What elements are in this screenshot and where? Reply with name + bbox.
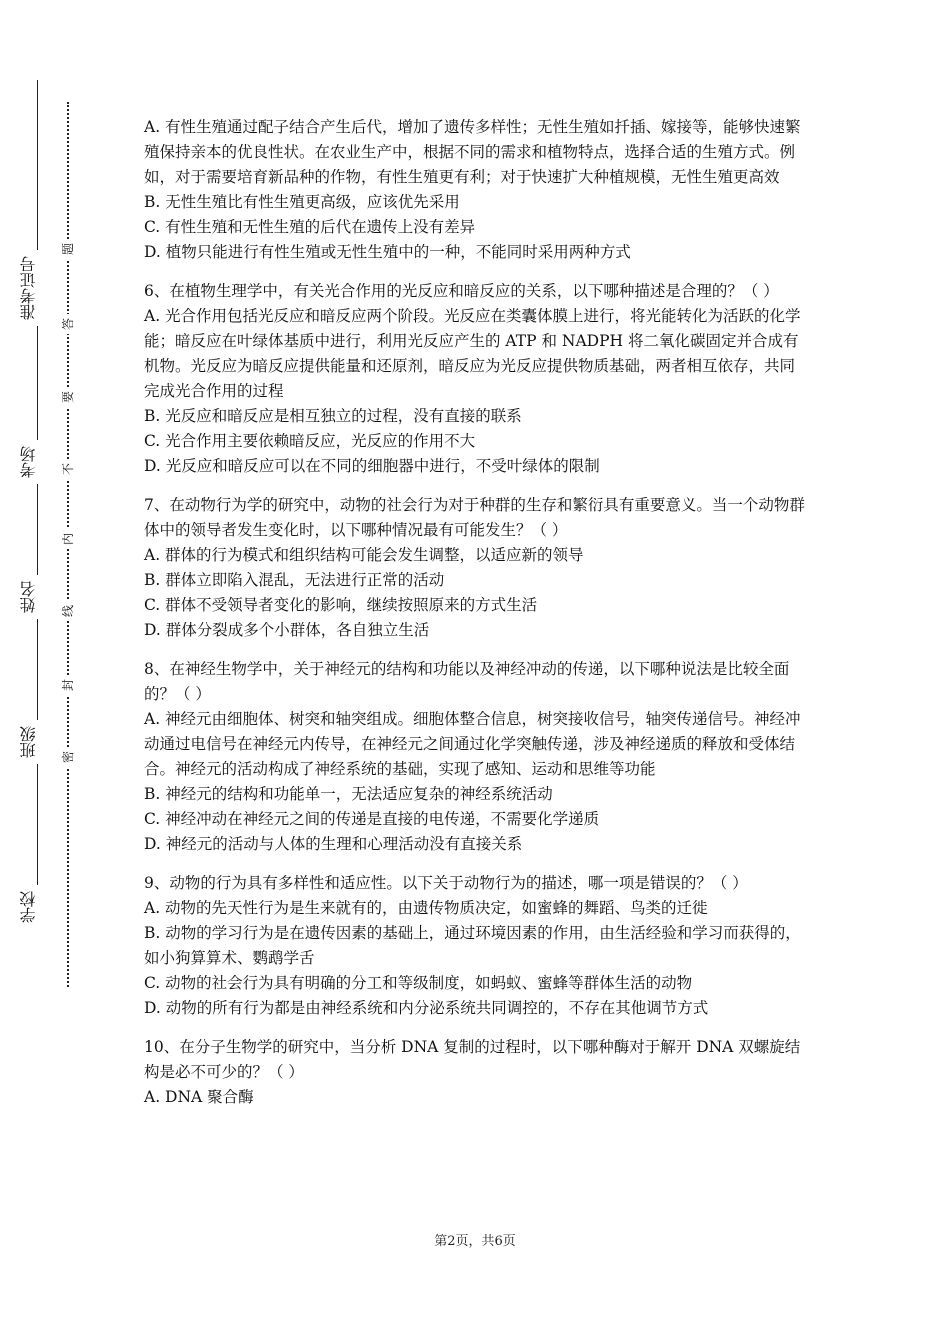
option-c: C. 有性生殖和无性生殖的后代在遗传上没有差异 <box>144 218 476 236</box>
option-b: B. 群体立即陷入混乱，无法进行正常的活动 <box>144 571 445 589</box>
binding-solid-line <box>37 80 38 920</box>
seal-char: 要 <box>59 387 77 407</box>
option-d: D. 群体分裂成多个小群体，各自独立生活 <box>144 621 430 639</box>
seal-char: 封 <box>59 675 77 695</box>
option-a: A. DNA 聚合酶 <box>144 1088 254 1106</box>
seal-char: 密 <box>59 747 77 767</box>
field-school: 学校 <box>20 885 54 929</box>
option-d: D. 神经元的活动与人体的生理和心理活动没有直接关系 <box>144 835 523 853</box>
option-c: C. 神经冲动在神经元之间的传递是直接的电传递，不需要化学递质 <box>144 810 600 828</box>
option-a: A. 群体的行为模式和组织结构可能会发生调整，以适应新的领导 <box>144 546 584 564</box>
question-7 <box>144 493 810 643</box>
option-a: A. 动物的先天性行为是生来就有的，由遗传物质决定，如蜜蜂的舞蹈、鸟类的迁徙 <box>144 899 708 917</box>
field-exam-number: 准考证号 <box>20 250 54 326</box>
option-d: D. 光反应和暗反应可以在不同的细胞器中进行，不受叶绿体的限制 <box>144 457 600 475</box>
option-d: D. 植物只能进行有性生殖或无性生殖中的一种，不能同时采用两种方式 <box>144 243 631 261</box>
option-c: C. 光合作用主要依赖暗反应，光反应的作用不大 <box>144 432 476 450</box>
option-c: C. 动物的社会行为具有明确的分工和等级制度，如蚂蚁、蜜蜂等群体生活的动物 <box>144 974 693 992</box>
option-b: B. 光反应和暗反应是相互独立的过程，没有直接的联系 <box>144 407 522 425</box>
question-10 <box>144 1035 810 1110</box>
option-a: A. 光合作用包括光反应和暗反应两个阶段。光反应在类囊体膜上进行，将光能转化为活跃的化学能；暗反应在叶绿体基质中进行，利用光反应产生的 ATP 和 NADPH 将二氧化碳固定并合成有机物。光反应为暗反应提供能量和还原剂，暗反应为光反应提供物质基础，两者相互依存，共同完成光合作用的过程 <box>144 307 801 400</box>
question-8 <box>144 657 810 857</box>
binding-margin <box>0 80 80 960</box>
page-footer: 第2页，共6页 <box>434 1234 516 1249</box>
option-b: B. 神经元的结构和功能单一，无法适应复杂的神经系统活动 <box>144 785 553 803</box>
option-b: B. 动物的学习行为是在遗传因素的基础上，通过环境因素的作用，由生活经验和学习而获得的，如小狗算算术、鹦鹉学舌 <box>144 924 801 967</box>
question-9 <box>144 871 810 1021</box>
question-list <box>144 115 810 1124</box>
question-stem: 10、在分子生物学的研究中，当分析 DNA 复制的过程时，以下哪种酶对于解开 DNA 双螺旋结构是必不可少的？（ ） <box>144 1038 801 1081</box>
option-a: A. 神经元由细胞体、树突和轴突组成。细胞体整合信息，树突接收信号，轴突传递信号。神经冲动通过电信号在神经元内传导，在神经元之间通过化学突触传递，涉及神经递质的释放和受体结合。神经元的活动构成了神经系统的基础，实现了感知、运动和思维等功能 <box>144 710 801 778</box>
question-stem: 8、在神经生物学中，关于神经元的结构和功能以及神经冲动的传递，以下哪种说法是比较全面的？（ ） <box>144 660 790 703</box>
seal-char: 线 <box>59 601 77 621</box>
question-5-continued <box>144 115 810 265</box>
seal-char: 答 <box>59 314 77 334</box>
option-d: D. 动物的所有行为都是由神经系统和内分泌系统共同调控的，不存在其他调节方式 <box>144 999 709 1017</box>
seal-char: 内 <box>59 529 77 549</box>
field-name: 姓名 <box>20 575 54 619</box>
option-b: B. 无性生殖比有性生殖更高级，应该优先采用 <box>144 193 460 211</box>
seal-char: 题 <box>59 239 77 259</box>
question-6 <box>144 279 810 479</box>
field-exam-room: 考场 <box>20 440 54 484</box>
question-stem: 6、在植物生理学中，有关光合作用的光反应和暗反应的关系，以下哪种描述是合理的？（ ） <box>144 282 779 300</box>
seal-char: 不 <box>59 459 77 479</box>
question-stem: 7、在动物行为学的研究中，动物的社会行为对于种群的生存和繁衍具有重要意义。当一个动物群体中的领导者发生变化时，以下哪种情况最有可能发生？（ ） <box>144 496 805 539</box>
field-class: 班级 <box>20 720 54 764</box>
question-stem: 9、动物的行为具有多样性和适应性。以下关于动物行为的描述，哪一项是错误的？（ ） <box>144 874 748 892</box>
option-a: A. 有性生殖通过配子结合产生后代，增加了遗传多样性；无性生殖如扦插、嫁接等，能够快速繁殖保持亲本的优良性状。在农业生产中，根据不同的需求和植物特点，选择合适的生殖方式。例如，对于需要培育新品种的作物，有性生殖更有利；对于快速扩大种植规模，无性生殖更高效 <box>144 118 801 186</box>
option-c: C. 群体不受领导者变化的影响，继续按照原来的方式生活 <box>144 596 538 614</box>
